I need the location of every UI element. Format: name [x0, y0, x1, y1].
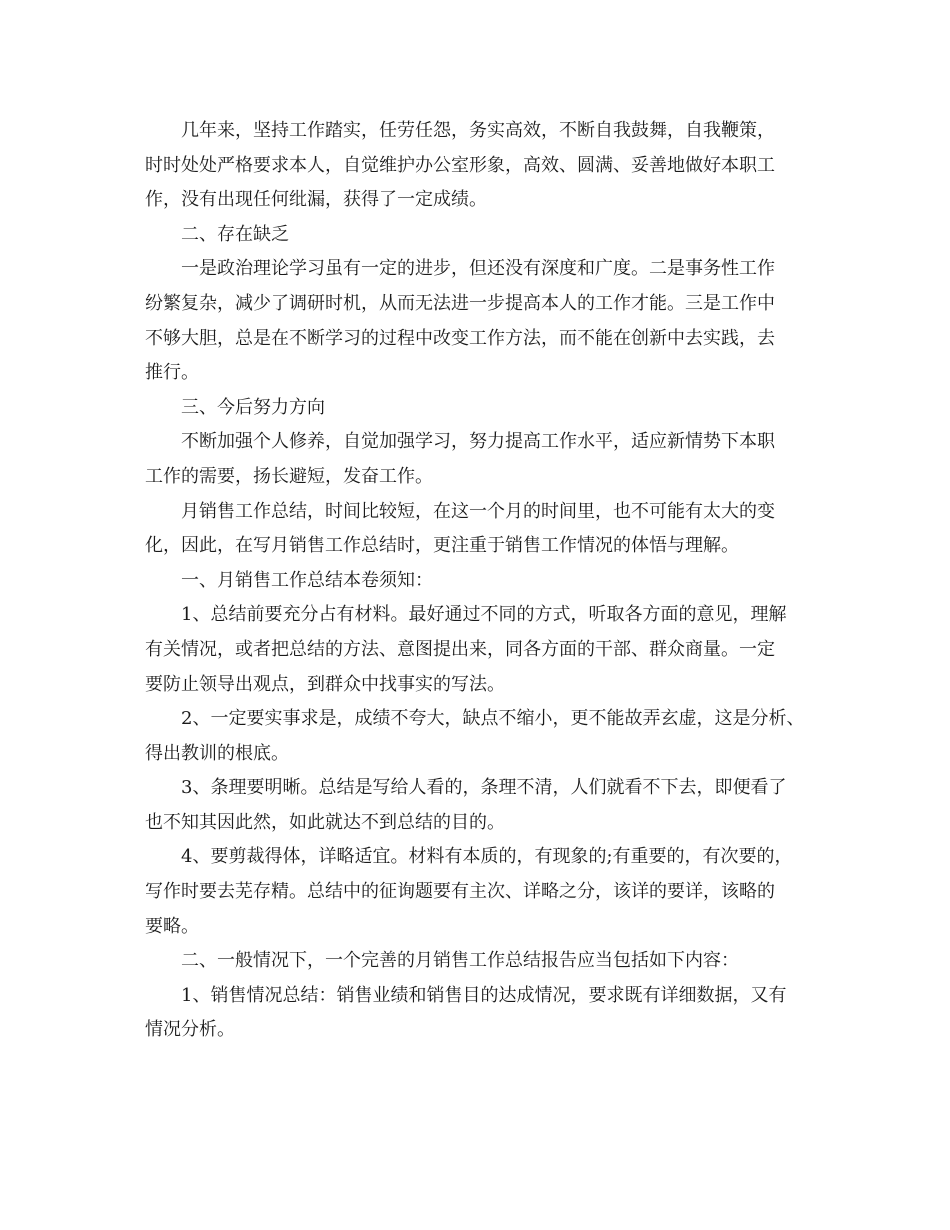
heading-text: 二、一般情况下，一个完善的月销售工作总结报告应当包括如下内容：	[181, 950, 739, 972]
text-line: 推行。	[145, 362, 199, 384]
text-line: 要防止领导出观点，到群众中找事实的写法。	[145, 673, 505, 695]
text-line: 3、条理要明晰。总结是写给人看的，条理不清，人们就看不下去，即便看了	[181, 777, 787, 799]
paragraph-note-1	[145, 598, 805, 702]
text-line: 有关情况，或者把总结的方法、意图提出来，同各方面的干部、群众商量。一定	[145, 638, 775, 660]
text-line: 纷繁复杂，减少了调研时机，从而无法进一步提高本人的工作才能。三是工作中	[145, 292, 775, 314]
paragraph-note-3	[145, 771, 805, 840]
text-line: 也不知其因此然，如此就达不到总结的目的。	[145, 811, 505, 833]
document-body	[145, 114, 805, 1048]
paragraph-sales-summary	[145, 979, 805, 1048]
text-line: 得出教训的根底。	[145, 742, 289, 764]
heading-text: 二、存在缺乏	[181, 223, 289, 245]
text-line: 月销售工作总结，时间比较短，在这一个月的时间里，也不可能有太大的变	[181, 500, 775, 522]
paragraph-monthly-sales-intro	[145, 495, 805, 564]
section-heading-future-direction	[145, 391, 805, 426]
text-line: 写作时要去芜存精。总结中的征询题要有主次、详略之分，该详的要详，该略的	[145, 881, 775, 903]
paragraph-shortcomings	[145, 252, 805, 390]
section-heading-notes	[145, 564, 805, 599]
text-line: 工作的需要，扬长避短，发奋工作。	[145, 465, 433, 487]
paragraph-work-summary	[145, 114, 805, 218]
text-line: 1、销售情况总结：销售业绩和销售目的达成情况，要求既有详细数据，又有	[181, 984, 787, 1006]
text-line: 不够大胆，总是在不断学习的过程中改变工作方法，而不能在创新中去实践，去	[145, 327, 775, 349]
text-line: 一是政治理论学习虽有一定的进步，但还没有深度和广度。二是事务性工作	[181, 258, 775, 280]
heading-text: 一、月销售工作总结本卷须知：	[181, 569, 433, 591]
paragraph-future-direction	[145, 425, 805, 494]
text-line: 4、要剪裁得体，详略适宜。材料有本质的，有现象的;有重要的，有次要的，	[181, 846, 793, 868]
text-line: 时时处处严格要求本人，自觉维护办公室形象，高效、圆满、妥善地做好本职工	[145, 154, 775, 176]
text-line: 几年来，坚持工作踏实，任劳任怨，务实高效，不断自我鼓舞，自我鞭策，	[181, 120, 775, 141]
text-line: 1、总结前要充分占有材料。最好通过不同的方式，听取各方面的意见，理解	[181, 604, 787, 626]
text-line: 化，因此，在写月销售工作总结时，更注重于销售工作情况的体悟与理解。	[145, 535, 739, 557]
text-line: 要略。	[145, 915, 199, 937]
section-heading-shortcomings	[145, 218, 805, 253]
heading-text: 三、今后努力方向	[181, 396, 325, 418]
text-line: 情况分析。	[145, 1019, 235, 1041]
section-heading-report-contents	[145, 944, 805, 979]
paragraph-note-4	[145, 840, 805, 944]
paragraph-note-2	[145, 702, 805, 771]
text-line: 2、一定要实事求是，成绩不夸大，缺点不缩小，更不能故弄玄虚，这是分析、	[181, 708, 805, 730]
text-line: 不断加强个人修养，自觉加强学习，努力提高工作水平，适应新情势下本职	[181, 431, 775, 453]
text-line: 作，没有出现任何纰漏，获得了一定成绩。	[145, 189, 487, 211]
